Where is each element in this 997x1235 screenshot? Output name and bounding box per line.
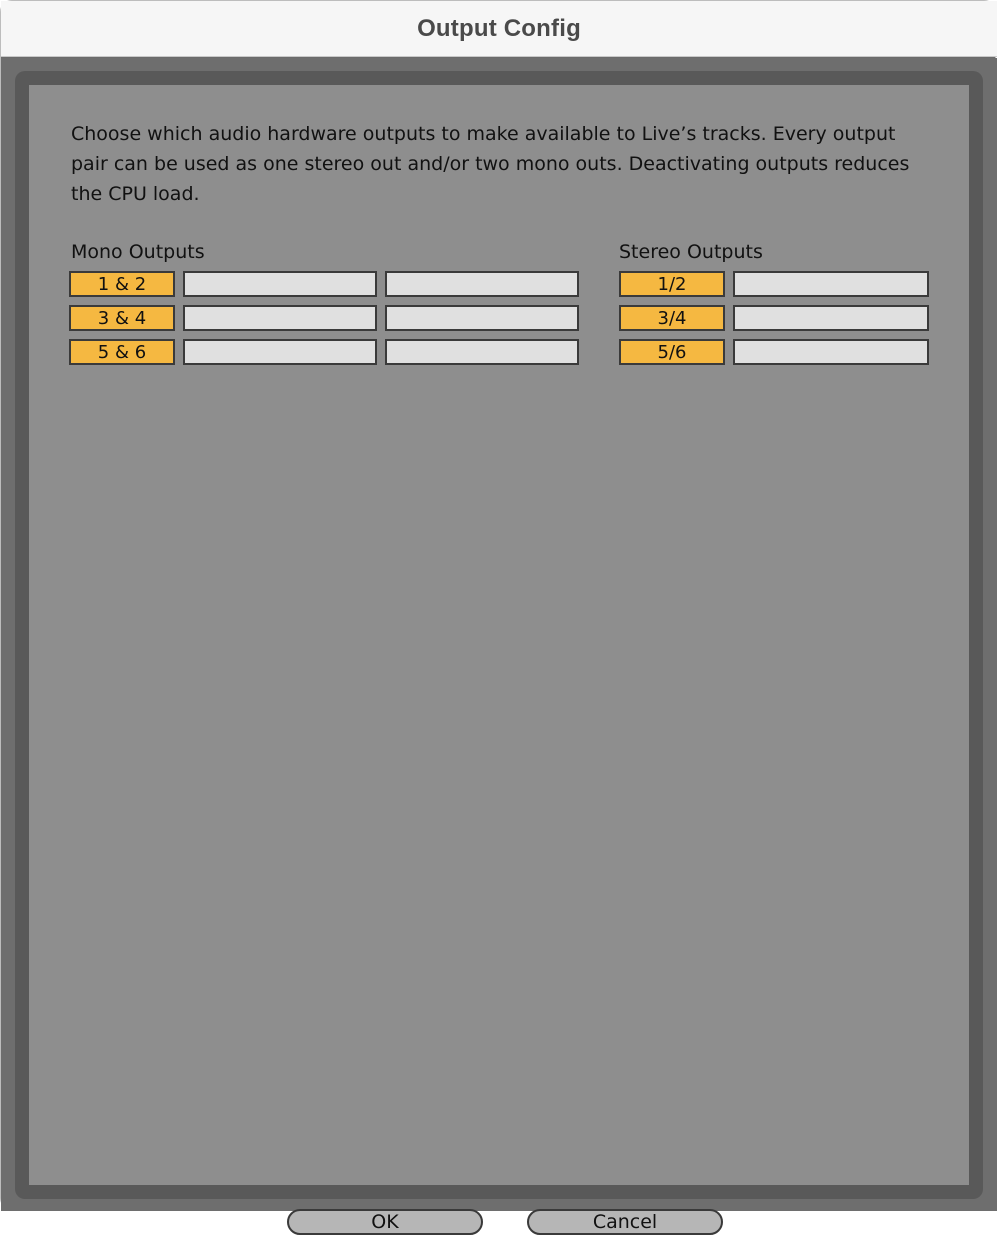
stereo-output-5-6-pair-toggle[interactable] — [733, 339, 929, 365]
dialog-panel — [29, 85, 969, 1233]
stereo-output-1-2-toggle[interactable]: 1/2 — [619, 271, 725, 297]
mono-output-1-toggle[interactable] — [183, 271, 377, 297]
ok-button[interactable]: OK — [287, 1209, 483, 1235]
mono-output-3-4-toggle[interactable]: 3 & 4 — [69, 305, 175, 331]
stereo-output-3-4-pair-toggle[interactable] — [733, 305, 929, 331]
mono-output-4-toggle[interactable] — [385, 305, 579, 331]
dialog-border — [15, 71, 983, 1233]
dialog-frame — [1, 58, 997, 1233]
mono-outputs-label: Mono Outputs — [71, 241, 205, 263]
mono-output-6-toggle[interactable] — [385, 339, 579, 365]
mono-output-5-toggle[interactable] — [183, 339, 377, 365]
mono-output-1-2-toggle[interactable]: 1 & 2 — [69, 271, 175, 297]
stereo-output-1-2-pair-toggle[interactable] — [733, 271, 929, 297]
mono-output-2-toggle[interactable] — [385, 271, 579, 297]
cancel-button[interactable]: Cancel — [527, 1209, 723, 1235]
title-bar — [1, 1, 997, 57]
mono-output-5-6-toggle[interactable]: 5 & 6 — [69, 339, 175, 365]
stereo-output-3-4-toggle[interactable]: 3/4 — [619, 305, 725, 331]
window-title: Output Config — [417, 14, 581, 42]
stereo-outputs-label: Stereo Outputs — [619, 241, 763, 263]
stereo-output-5-6-toggle[interactable]: 5/6 — [619, 339, 725, 365]
description-text: Choose which audio hardware outputs to make available to Live’s tracks. Every output pair can be used as one stereo out and/or two mono outs. Deactivating outputs reduces the CPU load. — [71, 123, 910, 205]
mono-output-3-toggle[interactable] — [183, 305, 377, 331]
